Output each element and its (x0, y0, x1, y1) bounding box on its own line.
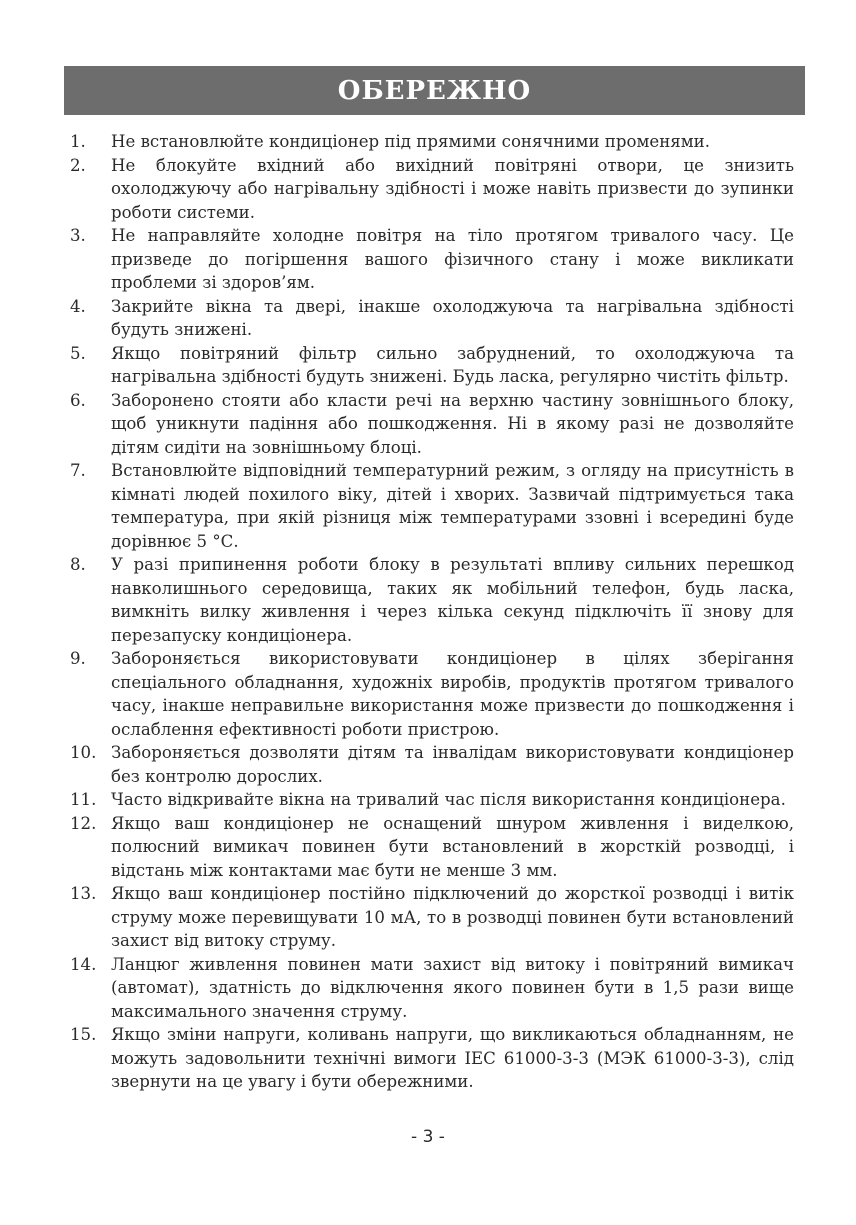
item-number: 7. (70, 461, 86, 480)
warnings-list (70, 130, 794, 1094)
list-item (70, 953, 794, 1024)
list-item (70, 130, 794, 154)
list-item (70, 647, 794, 741)
item-text: Якщо повітряний фільтр сильно забруднений, то охолоджуюча та нагрівальна здібності будуть знижені. Будь ласка, регулярно чистіть фільтр. (111, 343, 794, 386)
item-text: Якщо ваш кондиціонер постійно підключений до жорсткої розводці і витік струму може перевищувати 10 мА, то в розводці повинен бути встановлений захист від витоку струму. (111, 884, 794, 950)
list-item (70, 1023, 794, 1094)
item-number: 9. (70, 649, 86, 668)
list-item (70, 459, 794, 553)
page-title: ОБЕРЕЖНО (337, 75, 532, 106)
list-item (70, 812, 794, 883)
list-item (70, 389, 794, 460)
item-number: 2. (70, 155, 86, 175)
item-text: У разі припинення роботи блоку в результаті впливу сильних перешкод навколишнього середовища, таких як мобільний телефон, будь ласка, вимкніть вилку живлення і через кілька секунд підключіть її знову для перезапуску кондиціонера. (111, 555, 794, 645)
item-text: Забороняється дозволяти дітям та інвалідам використовувати кондиціонер без контролю дорослих. (111, 743, 794, 786)
section-header-bar (64, 66, 805, 115)
item-number: 6. (70, 390, 86, 410)
item-number: 11. (70, 790, 97, 809)
item-text: Часто відкривайте вікна на тривалий час після використання кондиціонера. (111, 790, 786, 809)
item-number: 12. (70, 813, 97, 833)
list-item (70, 154, 794, 225)
item-text: Не встановлюйте кондиціонер під прямими сонячними променями. (111, 132, 710, 151)
list-item (70, 295, 794, 342)
item-text: Якщо ваш кондиціонер не оснащений шнуром живлення і виделкою, полюсний вимикач повинен бути встановлений в жорсткій розводці, і відстань між контактами має бути не менше 3 мм. (111, 813, 794, 880)
list-item (70, 224, 794, 295)
item-number: 8. (70, 555, 86, 574)
item-number: 15. (70, 1025, 97, 1044)
item-number: 3. (70, 226, 86, 245)
item-text: Забороняється використовувати кондиціонер в цілях зберігання спеціального обладнання, художніх виробів, продуктів протягом тривалого часу, інакше неправильне використання може призвести до пошкодження і ослаблення ефективності роботи пристрою. (111, 649, 794, 739)
item-number: 13. (70, 884, 97, 903)
list-item (70, 553, 794, 647)
list-item (70, 788, 794, 812)
item-text: Встановлюйте відповідний температурний режим, з огляду на присутність в кімнаті людей похилого віку, дітей і хворих. Зазвичай підтримується така температура, при якій різниця між температурами ззовні і всередині буде дорівнює 5 °С. (111, 461, 794, 551)
list-item (70, 342, 794, 389)
item-number: 10. (70, 743, 97, 762)
item-number: 14. (70, 954, 97, 974)
item-number: 1. (70, 132, 86, 151)
item-text: Ланцюг живлення повинен мати захист від витоку і повітряний вимикач (автомат), здатність до відключення якого повинен бути в 1,5 рази вище максимального значення струму. (111, 954, 794, 1021)
item-text: Не направляйте холодне повітря на тіло протягом тривалого часу. Це призведе до погіршення вашого фізичного стану і може викликати проблеми зі здоров’ям. (111, 226, 794, 292)
item-text: Якщо зміни напруги, коливань напруги, що викликаються обладнанням, не можуть задовольнити технічні вимоги IEC 61000-3-3 (МЭК 61000-3-3), слід звернути на це увагу і бути обережними. (111, 1025, 794, 1091)
list-item (70, 882, 794, 953)
page-number: - 3 - (411, 1127, 445, 1147)
item-text: Закрийте вікна та двері, інакше охолоджуюча та нагрівальна здібності будуть знижені. (111, 296, 794, 339)
item-text: Не блокуйте вхідний або вихідний повітряні отвори, це знизить охолоджуючу або нагрівальну здібності і може навіть призвести до зупинки роботи системи. (111, 155, 794, 222)
item-number: 4. (70, 296, 86, 316)
item-number: 5. (70, 343, 86, 363)
list-item (70, 741, 794, 788)
item-text: Заборонено стояти або класти речі на верхню частину зовнішнього блоку, щоб уникнути падіння або пошкодження. Ні в якому разі не дозволяйте дітям сидіти на зовнішньому блоці. (111, 390, 794, 457)
